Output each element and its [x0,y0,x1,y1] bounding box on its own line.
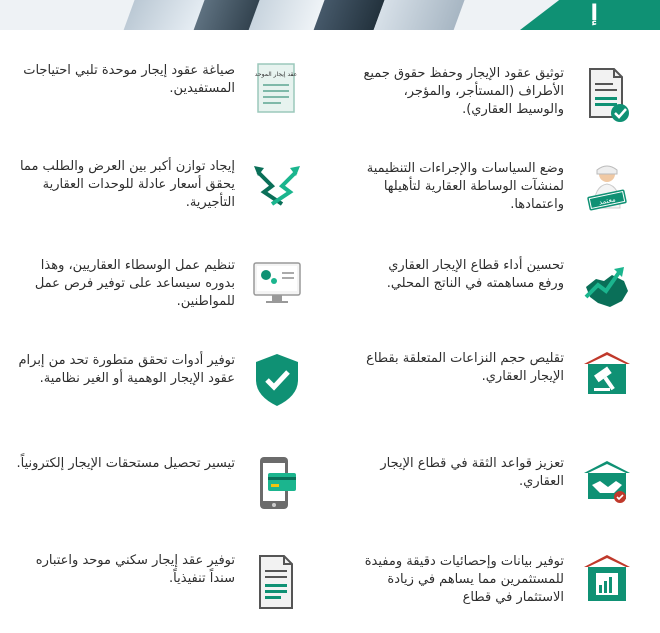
benefit-text: توفير أدوات تحقق متطورة تحد من إبرام عقود الإيجار الوهمية أو الغير نظامية. [18,353,235,386]
benefit-text: توثيق عقود الإيجار وحفظ حقوق جميع الأطراف (المستأجر، والمؤجر، والوسيط العقاري). [363,66,564,117]
accredited-badge: معتمد [598,195,617,207]
benefit-text: صياغة عقود إيجار موحدة تلبي احتياجات المستفيدين. [23,63,235,96]
benefit-item [0,62,660,142]
benefit-item [0,455,660,535]
shield-check-icon [252,352,302,412]
unified-contract-icon [252,62,302,122]
benefit-text: تنظيم عمل الوسطاء العقاريين، وهذا بدوره سيساعد على توفير فرص عمل للمواطنين. [34,258,235,309]
monitor-gears-icon [252,257,302,317]
benefit-text: تحسين أداء قطاع الإيجار العقاري ورفع مساهمته في الناتج المحلي. [386,258,564,291]
benefit-text: وضع السياسات والإجراءات التنظيمية لمنشآت الوساطة العقارية لتأهيلها واعتمادها. [366,161,564,212]
benefit-item [0,552,660,632]
benefit-item [0,257,660,337]
balance-arrows-icon [252,158,302,218]
header-banner [0,0,660,30]
benefit-text: توفير بيانات وإحصائيات دقيقة ومفيدة للمستثمرين مما يساهم في زيادة الاستثمار في قطاع [364,554,564,605]
benefit-text: تعزيز قواعد الثقة في قطاع الإيجار العقاري. [380,456,564,489]
benefit-text: إيجاد توازن أكبر بين العرض والطلب مما يحقق أسعار عادلة للوحدات العقارية التأجيرية. [19,159,235,210]
benefit-text: تقليص حجم النزاعات المتعلقة بقطاع الإيجار العقاري. [366,351,564,384]
mobile-payment-icon [252,455,302,515]
benefit-item [0,352,660,432]
benefit-text: تيسير تحصيل مستحقات الإيجار إلكترونياً. [16,456,235,471]
benefit-item [0,158,660,238]
building-photo [372,0,468,30]
contract-doc-title: عقد إيجار الموحد [254,71,298,78]
residential-contract-icon [252,552,302,612]
header-title-fragment: إ [590,1,598,26]
benefit-text: توفير عقد إيجار سكني موحد واعتباره سنداً تنفيذياً. [35,553,235,586]
